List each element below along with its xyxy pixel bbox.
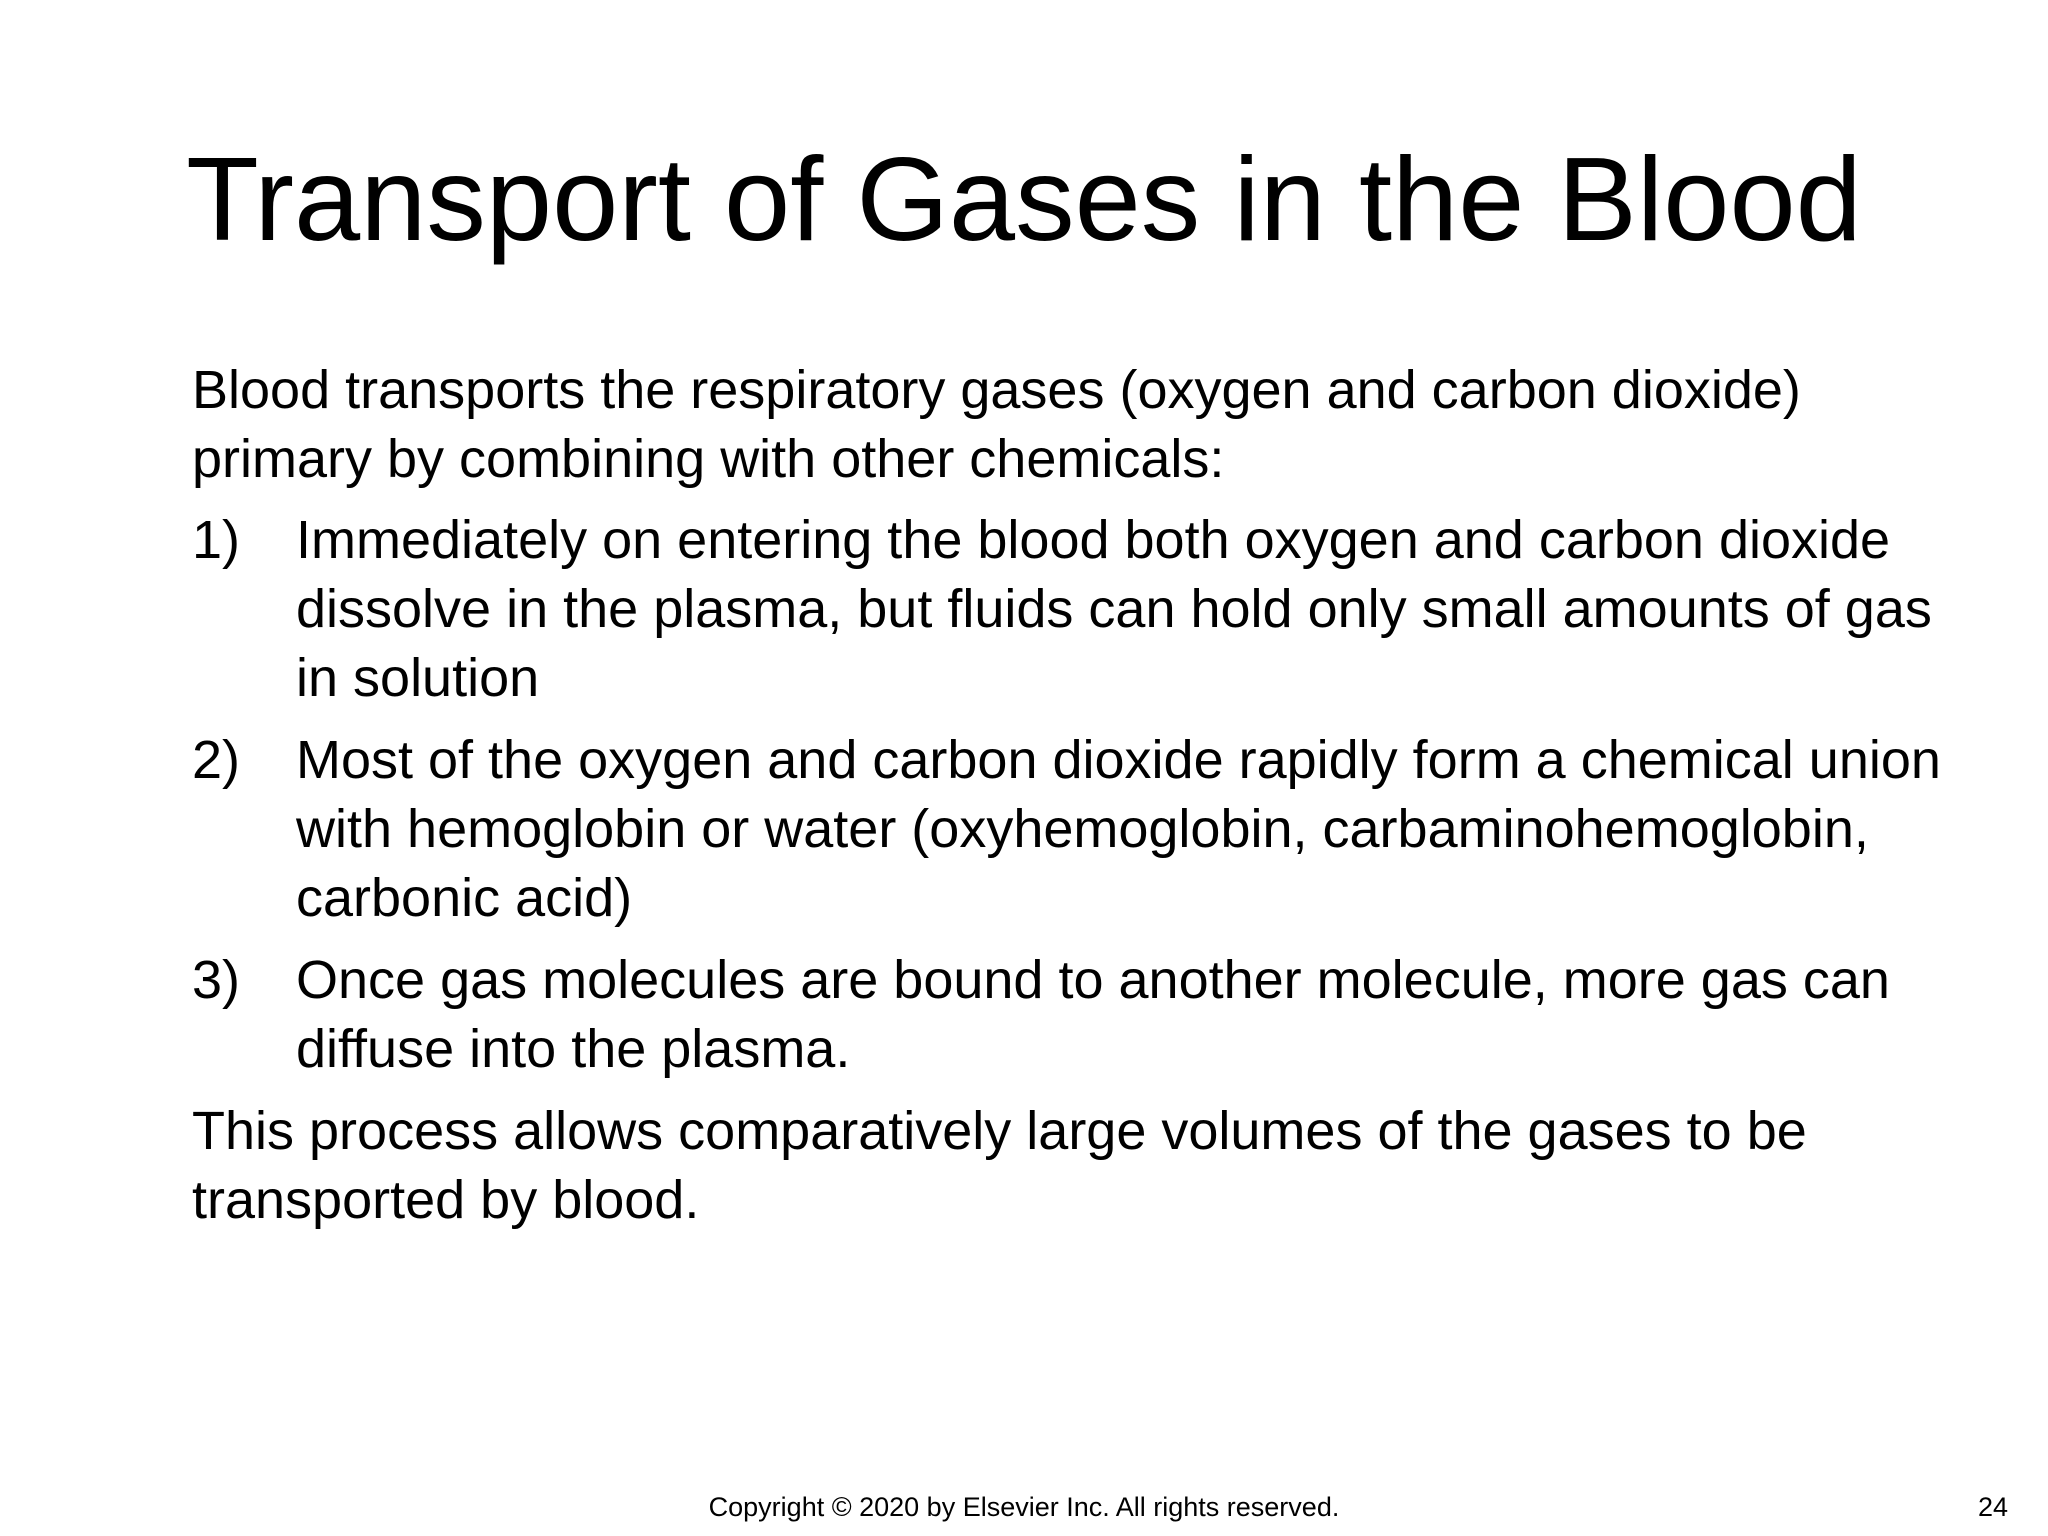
- list-item-number: 1): [192, 510, 241, 570]
- list-item: [192, 946, 1952, 1084]
- conclusion-paragraph: This process allows comparatively large volumes of the gases to be transported by blood.: [192, 1101, 1807, 1230]
- list-item: [192, 726, 1952, 933]
- list-item-text: Once gas molecules are bound to another molecule, more gas can diffuse into the plasma.: [296, 950, 1890, 1079]
- page-number: 24: [1977, 1492, 2008, 1522]
- slide-body: [192, 356, 1952, 1235]
- numbered-list: [192, 506, 1952, 1084]
- intro-paragraph: Blood transports the respiratory gases (oxygen and carbon dioxide) primary by combining with other chemicals:: [192, 360, 1801, 489]
- copyright-notice: Copyright © 2020 by Elsevier Inc. All rights reserved.: [708, 1492, 1340, 1522]
- list-item-text: Immediately on entering the blood both oxygen and carbon dioxide dissolve in the plasma, but fluids can hold only small amounts of gas in solution: [296, 510, 1932, 708]
- list-item-number: 3): [192, 950, 241, 1010]
- list-item: [192, 506, 1952, 713]
- list-item-number: 2): [192, 730, 241, 790]
- list-item-text: Most of the oxygen and carbon dioxide rapidly form a chemical union with hemoglobin or water (oxyhemoglobin, carbaminohemoglobin, carbonic acid): [296, 730, 1941, 928]
- slide-title: Transport of Gases in the Blood: [186, 133, 1862, 266]
